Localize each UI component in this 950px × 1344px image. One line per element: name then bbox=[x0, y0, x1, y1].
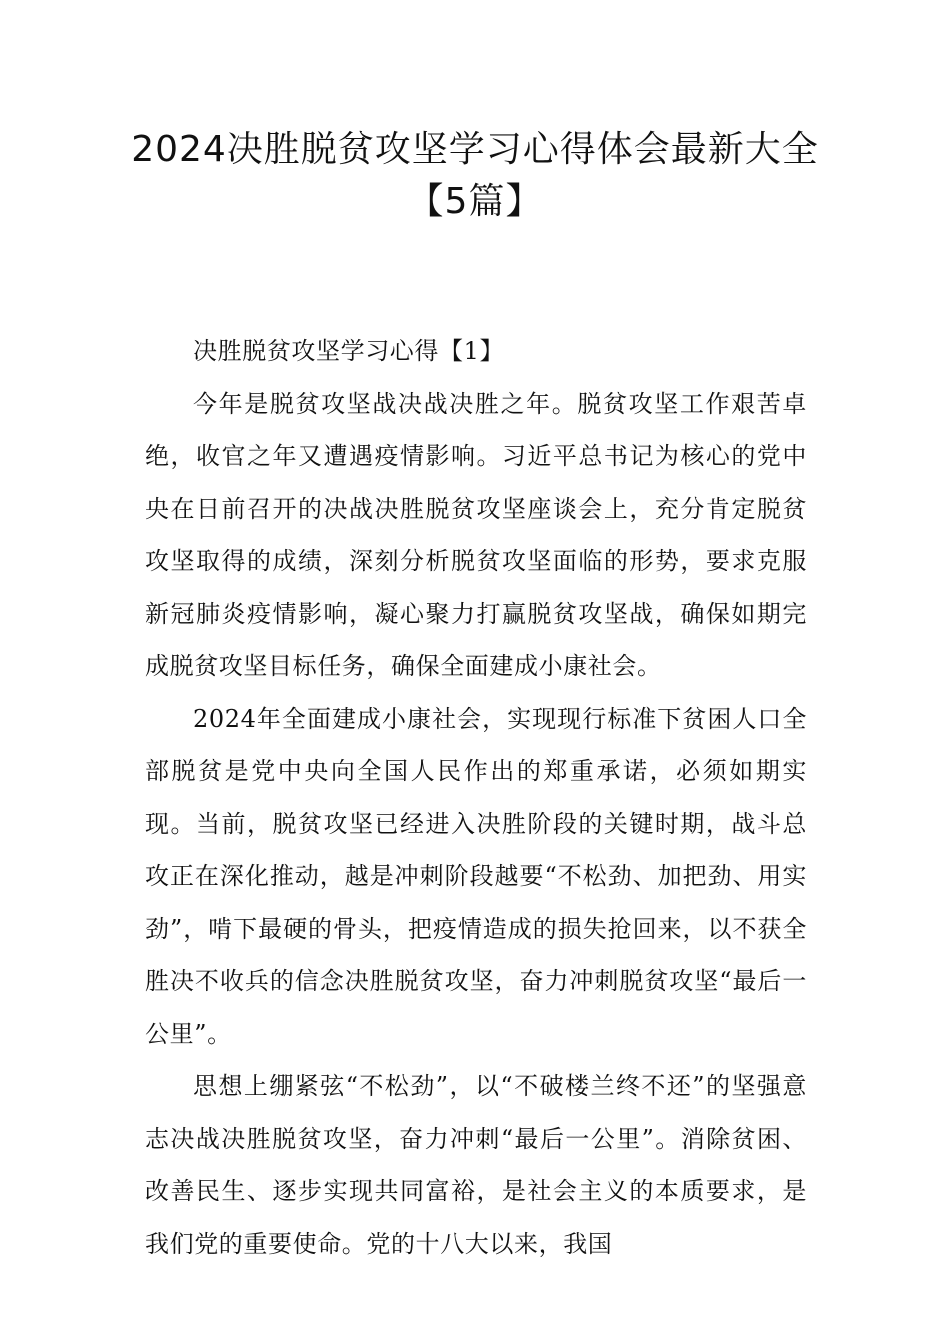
document-body bbox=[145, 325, 807, 1270]
paragraph-3: 思想上绷紧弦“不松劲”，以“不破楼兰终不还”的坚强意志决战决胜脱贫攻坚，奋力冲刺“最后一公里”。消除贫困、改善民生、逐步实现共同富裕，是社会主义的本质要求，是我们党的重要使命。党的十八大以来，我国 bbox=[145, 1072, 807, 1258]
paragraph-2: 2024年全面建成小康社会，实现现行标准下贫困人口全部脱贫是党中央向全国人民作出的郑重承诺，必须如期实现。当前，脱贫攻坚已经进入决胜阶段的关键时期，战斗总攻正在深化推动，越是冲刺阶段越要“不松劲、加把劲、用实劲”，啃下最硬的骨头，把疫情造成的损失抢回来，以不获全胜决不收兵的信念决胜脱贫攻坚，奋力冲刺脱贫攻坚“最后一公里”。 bbox=[145, 704, 807, 1048]
document-title: 2024决胜脱贫攻坚学习心得体会最新大全【5篇】 bbox=[131, 129, 819, 222]
paragraph-1: 今年是脱贫攻坚战决战决胜之年。脱贫攻坚工作艰苦卓绝，收官之年又遭遇疫情影响。习近平总书记为核心的党中央在日前召开的决战决胜脱贫攻坚座谈会上，充分肯定脱贫攻坚取得的成绩，深刻分析脱贫攻坚面临的形势，要求克服新冠肺炎疫情影响，凝心聚力打赢脱贫攻坚战，确保如期完成脱贫攻坚目标任务，确保全面建成小康社会。 bbox=[145, 389, 807, 680]
section-heading: 决胜脱贫攻坚学习心得【1】 bbox=[193, 337, 505, 365]
